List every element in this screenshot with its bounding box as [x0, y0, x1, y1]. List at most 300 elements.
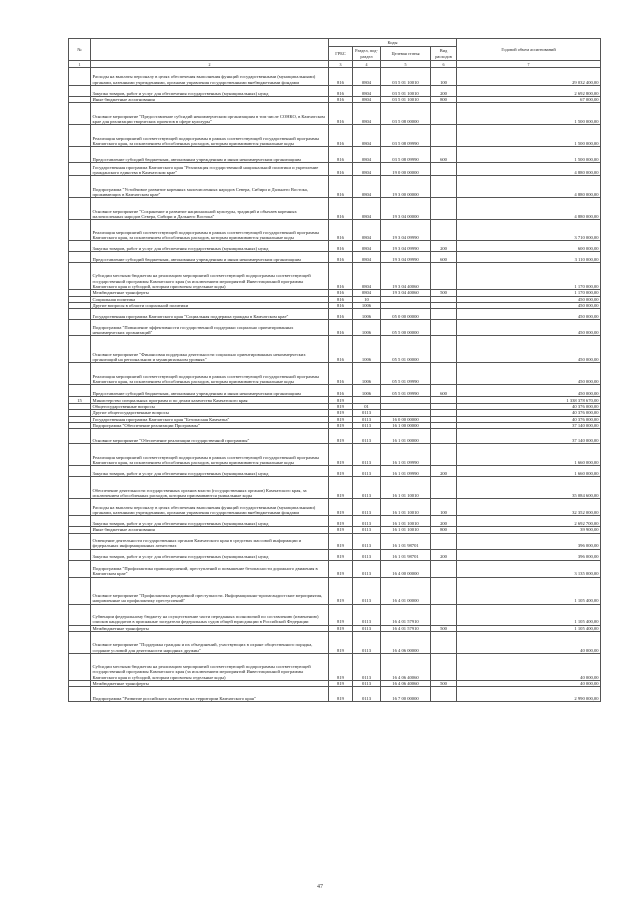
row-grbs-code: 819 [329, 687, 353, 702]
row-target-code: 16 1 01 10010 [381, 499, 431, 516]
row-amount: 450 000,00 [457, 320, 601, 336]
row-number [69, 560, 91, 577]
row-grbs-code: 816 [329, 290, 353, 296]
row-amount: 35 084 600,00 [457, 477, 601, 499]
row-expense-type [431, 604, 457, 625]
row-grbs-code: 816 [329, 385, 353, 397]
header-codes: Коды [329, 39, 457, 47]
row-expense-type: 600 [431, 252, 457, 263]
row-grbs-code: 816 [329, 309, 353, 320]
row-expense-type: 200 [431, 549, 457, 560]
row-grbs-code: 816 [329, 97, 353, 103]
row-expense-type [431, 477, 457, 499]
row-number [69, 444, 91, 466]
row-expense-type: 600 [431, 385, 457, 397]
header-amount: Годовой объем ассигнований [457, 39, 601, 61]
table-row [69, 429, 601, 444]
row-grbs-code: 816 [329, 198, 353, 220]
page-number: 47 [317, 884, 323, 890]
row-name: Основное мероприятие "Обеспечение реализации государственной программы" [91, 429, 329, 444]
row-amount: 1 170 000,00 [457, 290, 601, 296]
row-name: Основное мероприятие "Профилактика рецидивной преступности. Информационно-пропагандистские мероприятия, направленные на профилактику преступлений" [91, 577, 329, 604]
row-name: Государственная программа Камчатского края "Безопасная Камчатка" [91, 416, 329, 422]
row-target-code: 16 4 06 00000 [381, 631, 431, 653]
row-section-code: 0113 [353, 499, 381, 516]
row-name: Закупка товаров, работ и услуг для обеспечения государственных (муниципальных) нужд [91, 241, 329, 252]
row-number [69, 147, 91, 163]
row-amount: 2 990 000,00 [457, 687, 601, 702]
row-name: Общегосударственные вопросы [91, 404, 329, 410]
table-row [69, 687, 601, 702]
row-grbs-code: 819 [329, 527, 353, 533]
column-index: 6 [431, 61, 457, 68]
row-amount: 4 880 000,00 [457, 198, 601, 220]
table-row [69, 86, 601, 97]
row-section-code: 0113 [353, 444, 381, 466]
row-expense-type [431, 163, 457, 176]
table-row [69, 499, 601, 516]
table-row [69, 125, 601, 147]
row-name: Подпрограмма "Обеспечение реализации Программы" [91, 423, 329, 429]
row-target-code: 16 1 00 00000 [381, 423, 431, 429]
row-number [69, 309, 91, 320]
row-target-code: 05 5 00 00000 [381, 320, 431, 336]
row-name: Межбюджетные трансферты [91, 680, 329, 686]
row-expense-type: 800 [431, 527, 457, 533]
row-grbs-code: 816 [329, 320, 353, 336]
row-name: Другие общегосударственные вопросы [91, 410, 329, 416]
table-row [69, 147, 601, 163]
row-grbs-code: 816 [329, 302, 353, 308]
row-number [69, 263, 91, 290]
row-section-code: 0113 [353, 423, 381, 429]
row-grbs-code: 819 [329, 631, 353, 653]
row-amount: 450 000,00 [457, 296, 601, 302]
row-section-code: 0113 [353, 477, 381, 499]
budget-table [68, 38, 601, 702]
row-amount: 29 032 400,00 [457, 68, 601, 86]
row-section-code: 0113 [353, 625, 381, 631]
column-index: 1 [69, 61, 91, 68]
row-amount: 396 000,00 [457, 549, 601, 560]
row-amount: 32 352 000,00 [457, 499, 601, 516]
row-number [69, 604, 91, 625]
table-row [69, 103, 601, 125]
row-name: Реализация мероприятий соответствующей подпрограммы в рамках соответствующей государственной программы Камчатского края, за исключением обособленных расходов, которым присваиваются уникальные коды [91, 220, 329, 241]
row-name: Расходы на выплаты персоналу в целях обеспечения выполнения функций государственными (муниципальными) органами, казенными учреждениями, органами управления государственными внебюджетными фондами [91, 68, 329, 86]
row-name: Подпрограмма "Устойчивое развитие коренных малочисленных народов Севера, Сибири и Дальнего Востока, проживающих в Камчатском крае" [91, 176, 329, 198]
row-expense-type [431, 336, 457, 363]
row-target-code: 19 3 04 09990 [381, 252, 431, 263]
row-grbs-code: 816 [329, 241, 353, 252]
row-section-code: 0804 [353, 241, 381, 252]
row-name: Основное мероприятие "Финансовая поддержка деятельности социально ориентированных некоммерческих организаций на региональном и муниципальном уровнях" [91, 336, 329, 363]
row-name: Подпрограмма "Развитие российского казачества на территории Камчатского края" [91, 687, 329, 702]
row-target-code: 05 5 01 09990 [381, 363, 431, 385]
row-name: Реализация мероприятий соответствующей подпрограммы в рамках соответствующей государственной программы Камчатского края, за исключением обособленных расходов, которым присваиваются уникальные коды [91, 125, 329, 147]
row-amount: 4 880 000,00 [457, 163, 601, 176]
row-grbs-code: 819 [329, 653, 353, 680]
row-section-code: 0804 [353, 198, 381, 220]
row-number [69, 220, 91, 241]
row-grbs-code: 819 [329, 404, 353, 410]
row-target-code: 05 5 01 00000 [381, 336, 431, 363]
row-section-code: 0804 [353, 68, 381, 86]
table-row [69, 363, 601, 385]
table-row [69, 560, 601, 577]
row-target-code: 03 5 01 10010 [381, 86, 431, 97]
row-grbs-code: 819 [329, 444, 353, 466]
row-expense-type [431, 125, 457, 147]
row-name: Закупка товаров, работ и услуг для обеспечения государственных (муниципальных) нужд [91, 549, 329, 560]
row-target-code: 16 1 01 00000 [381, 429, 431, 444]
row-name: Освещение деятельности государственных органов Камчатского края в средствах массовой информации и федеральных информационных агентствах [91, 533, 329, 549]
row-section-code: 0804 [353, 176, 381, 198]
table-row [69, 477, 601, 499]
row-number [69, 176, 91, 198]
row-target-code: 16 1 01 10010 [381, 527, 431, 533]
row-grbs-code: 816 [329, 125, 353, 147]
row-target-code: 16 1 01 98701 [381, 533, 431, 549]
row-number [69, 68, 91, 86]
row-number [69, 385, 91, 397]
table-row [69, 444, 601, 466]
row-amount: 40 000,00 [457, 631, 601, 653]
row-target-code: 03 5 08 09990 [381, 125, 431, 147]
row-number [69, 516, 91, 527]
row-name: Иные бюджетные ассигнования [91, 97, 329, 103]
row-number [69, 241, 91, 252]
table-row [69, 631, 601, 653]
row-name: Предоставление субсидий бюджетным, автономным учреждениям и иным некоммерческим организациям [91, 385, 329, 397]
row-name: Расходы на выплаты персоналу в целях обеспечения выполнения функций государственными (муниципальными) органами, казенными учреждениями, органами управления государственными внебюджетными фондами [91, 499, 329, 516]
row-grbs-code: 816 [329, 86, 353, 97]
row-number [69, 163, 91, 176]
row-amount: 3 110 000,00 [457, 252, 601, 263]
row-amount: 40 376 000,00 [457, 416, 601, 422]
row-expense-type [431, 444, 457, 466]
table-row [69, 252, 601, 263]
row-expense-type: 600 [431, 147, 457, 163]
row-target-code: 19 3 04 09990 [381, 220, 431, 241]
row-target-code: 19 3 00 00000 [381, 176, 431, 198]
row-target-code: 16 1 01 09990 [381, 444, 431, 466]
row-number [69, 533, 91, 549]
row-name: Социальная политика [91, 296, 329, 302]
table-row [69, 176, 601, 198]
row-target-code: 16 4 06 40060 [381, 680, 431, 686]
row-number [69, 653, 91, 680]
row-number [69, 499, 91, 516]
table-row [69, 385, 601, 397]
row-expense-type [431, 176, 457, 198]
row-name: Субсидии местным бюджетам на реализацию мероприятий соответствующей подпрограммы соответствующей государственной программы Камчатского края (за исключением мероприятий Инвестиционной программы Камчатского края и субсидий, которым присвоены отдельные коды) [91, 653, 329, 680]
row-name: Обеспечение деятельности государственных органов власти (государственных органов) Камчатского края, за исключением обособленных расходов, которым присваиваются уникальные коды [91, 477, 329, 499]
row-amount: 450 000,00 [457, 309, 601, 320]
row-amount: 2 692 800,00 [457, 86, 601, 97]
row-expense-type: 500 [431, 290, 457, 296]
row-grbs-code: 819 [329, 533, 353, 549]
row-section-code: 0804 [353, 103, 381, 125]
table-row [69, 68, 601, 86]
row-grbs-code: 819 [329, 416, 353, 422]
row-amount: 450 000,00 [457, 363, 601, 385]
row-amount: 1 105 400,00 [457, 604, 601, 625]
row-target-code: 05 0 00 00000 [381, 309, 431, 320]
row-amount: 1 105 400,00 [457, 625, 601, 631]
row-target-code: 19 3 04 40060 [381, 290, 431, 296]
row-amount: 40 376 000,00 [457, 410, 601, 416]
row-number [69, 363, 91, 385]
row-expense-type [431, 560, 457, 577]
row-grbs-code: 819 [329, 625, 353, 631]
row-target-code: 19 3 04 00000 [381, 198, 431, 220]
row-grbs-code: 819 [329, 549, 353, 560]
header-number: № [69, 39, 91, 61]
row-target-code: 16 1 01 10010 [381, 477, 431, 499]
row-number [69, 125, 91, 147]
row-grbs-code: 819 [329, 680, 353, 686]
row-name: Министерство специальных программ и по делам казачества Камчатского края [91, 397, 329, 404]
row-expense-type: 500 [431, 680, 457, 686]
row-amount: 40 376 000,00 [457, 404, 601, 410]
row-section-code: 0113 [353, 527, 381, 533]
row-number [69, 631, 91, 653]
row-target-code: 19 3 04 40060 [381, 263, 431, 290]
row-number: 15 [69, 397, 91, 404]
table-row [69, 604, 601, 625]
row-amount: 1 338 378 670,00 [457, 397, 601, 404]
row-target-code: 16 4 06 40060 [381, 653, 431, 680]
row-expense-type [431, 631, 457, 653]
row-grbs-code: 819 [329, 499, 353, 516]
row-target-code [381, 397, 431, 404]
row-grbs-code: 816 [329, 147, 353, 163]
row-amount: 3 135 000,00 [457, 560, 601, 577]
row-name: Основное мероприятие "Предоставление субсидий некоммерческим организациям в том числе СОНКО, в Камчатском крае для реализации творческих проектов в сфере культуры" [91, 103, 329, 125]
row-name: Государственная программа Камчатского края "Реализация государственной национальной политики и укрепление гражданского единства в Камчатском крае" [91, 163, 329, 176]
column-index: 7 [457, 61, 601, 68]
row-expense-type [431, 397, 457, 404]
row-name: Предоставление субсидий бюджетным, автономным учреждениям и иным некоммерческим организациям [91, 147, 329, 163]
header-target: Целевая статья [381, 47, 431, 61]
row-expense-type [431, 320, 457, 336]
row-section-code: 0804 [353, 163, 381, 176]
row-name: Межбюджетные трансферты [91, 290, 329, 296]
row-expense-type: 200 [431, 241, 457, 252]
table-row [69, 549, 601, 560]
header-name-blank [91, 39, 329, 61]
row-name: Субсидии местным бюджетам на реализацию мероприятий соответствующей подпрограммы соответствующей государственной программы Камчатского края (за исключением мероприятий Инвестиционной программы Камчатского края и субсидий, которым присвоены отдельные коды) [91, 263, 329, 290]
row-number [69, 198, 91, 220]
row-grbs-code: 819 [329, 477, 353, 499]
row-amount: 1 660 000,00 [457, 444, 601, 466]
header-section: Раздел, под-раздел [353, 47, 381, 61]
row-target-code: 16 1 01 10010 [381, 516, 431, 527]
row-name: Другие вопросы в области социальной политики [91, 302, 329, 308]
row-section-code: 01 [353, 404, 381, 410]
row-name: Межбюджетные трансферты [91, 625, 329, 631]
row-name: Предоставление субсидий бюджетным, автономным учреждениям и иным некоммерческим организациям [91, 252, 329, 263]
row-expense-type [431, 687, 457, 702]
row-amount: 1 170 000,00 [457, 263, 601, 290]
row-grbs-code: 819 [329, 397, 353, 404]
row-section-code: 10 [353, 296, 381, 302]
row-target-code: 16 7 00 00000 [381, 687, 431, 702]
row-amount: 67 000,00 [457, 97, 601, 103]
row-name: Закупка товаров, работ и услуг для обеспечения государственных (муниципальных) нужд [91, 516, 329, 527]
row-section-code: 0804 [353, 252, 381, 263]
row-amount: 4 880 000,00 [457, 176, 601, 198]
table-row [69, 241, 601, 252]
row-name: Иные бюджетные ассигнования [91, 527, 329, 533]
row-target-code: 03 5 01 10010 [381, 68, 431, 86]
row-section-code: 1006 [353, 302, 381, 308]
row-amount: 2 692 700,00 [457, 516, 601, 527]
row-grbs-code: 816 [329, 336, 353, 363]
table-row [69, 163, 601, 176]
row-section-code: 1006 [353, 320, 381, 336]
row-target-code: 03 5 08 00000 [381, 103, 431, 125]
row-target-code: 19 3 04 09990 [381, 241, 431, 252]
row-expense-type: 100 [431, 68, 457, 86]
row-name: Закупка товаров, работ и услуг для обеспечения государственных (муниципальных) нужд [91, 466, 329, 477]
row-amount: 450 000,00 [457, 385, 601, 397]
row-amount: 1 500 000,00 [457, 103, 601, 125]
row-amount: 450 000,00 [457, 302, 601, 308]
row-expense-type [431, 577, 457, 604]
row-amount: 40 000,00 [457, 680, 601, 686]
table-row [69, 309, 601, 320]
row-grbs-code: 819 [329, 410, 353, 416]
row-name: Реализация мероприятий соответствующей подпрограммы в рамках соответствующей государственной программы Камчатского края, за исключением обособленных расходов, которым присваиваются уникальные коды [91, 444, 329, 466]
table-row [69, 466, 601, 477]
header-expense-type: Вид расходов [431, 47, 457, 61]
row-expense-type [431, 309, 457, 320]
row-number [69, 103, 91, 125]
row-amount: 600 000,00 [457, 241, 601, 252]
row-amount: 3 710 000,00 [457, 220, 601, 241]
row-grbs-code: 819 [329, 423, 353, 429]
table-row [69, 336, 601, 363]
row-section-code: 1006 [353, 385, 381, 397]
row-number [69, 466, 91, 477]
row-section-code: 0804 [353, 97, 381, 103]
row-amount: 37 140 000,00 [457, 429, 601, 444]
table-row [69, 516, 601, 527]
row-target-code: 16 1 01 09990 [381, 466, 431, 477]
row-grbs-code: 819 [329, 560, 353, 577]
row-grbs-code: 816 [329, 252, 353, 263]
row-target-code: 16 0 00 00000 [381, 416, 431, 422]
column-index-row [69, 61, 601, 68]
row-expense-type: 800 [431, 97, 457, 103]
row-grbs-code: 816 [329, 163, 353, 176]
row-target-code: 16 4 01 57910 [381, 604, 431, 625]
row-expense-type [431, 429, 457, 444]
row-name: Подпрограмма "Профилактика правонарушений, преступлений и повышение безопасности дорожного движения в Камчатском крае" [91, 560, 329, 577]
row-amount: 37 140 000,00 [457, 423, 601, 429]
row-section-code: 0113 [353, 516, 381, 527]
row-expense-type [431, 103, 457, 125]
row-target-code: 16 1 01 98701 [381, 549, 431, 560]
row-section-code: 1006 [353, 336, 381, 363]
row-section-code: 0804 [353, 263, 381, 290]
row-number [69, 577, 91, 604]
row-grbs-code: 819 [329, 604, 353, 625]
row-name: Государственная программа Камчатского края "Социальная поддержка граждан в Камчатском крае" [91, 309, 329, 320]
row-grbs-code: 819 [329, 516, 353, 527]
row-section-code: 0113 [353, 533, 381, 549]
row-amount: 1 500 000,00 [457, 125, 601, 147]
budget-document [68, 38, 600, 702]
row-number [69, 86, 91, 97]
column-index: 3 [329, 61, 353, 68]
row-number [69, 429, 91, 444]
row-section-code: 0113 [353, 631, 381, 653]
row-expense-type [431, 533, 457, 549]
row-grbs-code: 819 [329, 429, 353, 444]
row-section-code: 0113 [353, 560, 381, 577]
row-expense-type: 200 [431, 466, 457, 477]
row-section-code: 1006 [353, 309, 381, 320]
row-expense-type: 200 [431, 86, 457, 97]
row-amount: 39 900,00 [457, 527, 601, 533]
row-grbs-code: 816 [329, 220, 353, 241]
row-section-code: 0804 [353, 220, 381, 241]
row-grbs-code: 816 [329, 176, 353, 198]
row-grbs-code: 816 [329, 103, 353, 125]
row-section-code: 0113 [353, 653, 381, 680]
table-row [69, 320, 601, 336]
row-section-code: 0113 [353, 687, 381, 702]
row-section-code: 0804 [353, 290, 381, 296]
row-target-code: 05 5 01 09990 [381, 385, 431, 397]
row-grbs-code: 816 [329, 68, 353, 86]
row-section-code: 0804 [353, 147, 381, 163]
row-section-code [353, 397, 381, 404]
row-name: Основное мероприятие "Сохранение и развитие национальной культуры, традиций и обычаев коренных малочисленных народов Севера, Сибири и Дальнего Востока" [91, 198, 329, 220]
row-target-code: 16 4 01 00000 [381, 577, 431, 604]
row-grbs-code: 816 [329, 296, 353, 302]
row-section-code: 0113 [353, 466, 381, 477]
row-amount: 40 000,00 [457, 653, 601, 680]
row-section-code: 0113 [353, 604, 381, 625]
row-target-code: 03 5 01 10010 [381, 97, 431, 103]
table-row [69, 263, 601, 290]
row-amount: 1 105 400,00 [457, 577, 601, 604]
row-amount: 396 000,00 [457, 533, 601, 549]
row-grbs-code: 816 [329, 263, 353, 290]
row-amount: 1 500 000,00 [457, 147, 601, 163]
table-row [69, 220, 601, 241]
row-grbs-code: 819 [329, 577, 353, 604]
header-grbs: ГРБС [329, 47, 353, 61]
row-section-code: 0804 [353, 125, 381, 147]
row-grbs-code: 819 [329, 466, 353, 477]
row-name: Закупка товаров, работ и услуг для обеспечения государственных (муниципальных) нужд [91, 86, 329, 97]
row-section-code: 0113 [353, 416, 381, 422]
row-expense-type: 500 [431, 625, 457, 631]
row-section-code: 0113 [353, 429, 381, 444]
row-expense-type [431, 653, 457, 680]
row-expense-type [431, 363, 457, 385]
row-number [69, 477, 91, 499]
row-target-code: 16 4 00 00000 [381, 560, 431, 577]
column-index: 5 [381, 61, 431, 68]
table-row [69, 577, 601, 604]
row-number [69, 252, 91, 263]
